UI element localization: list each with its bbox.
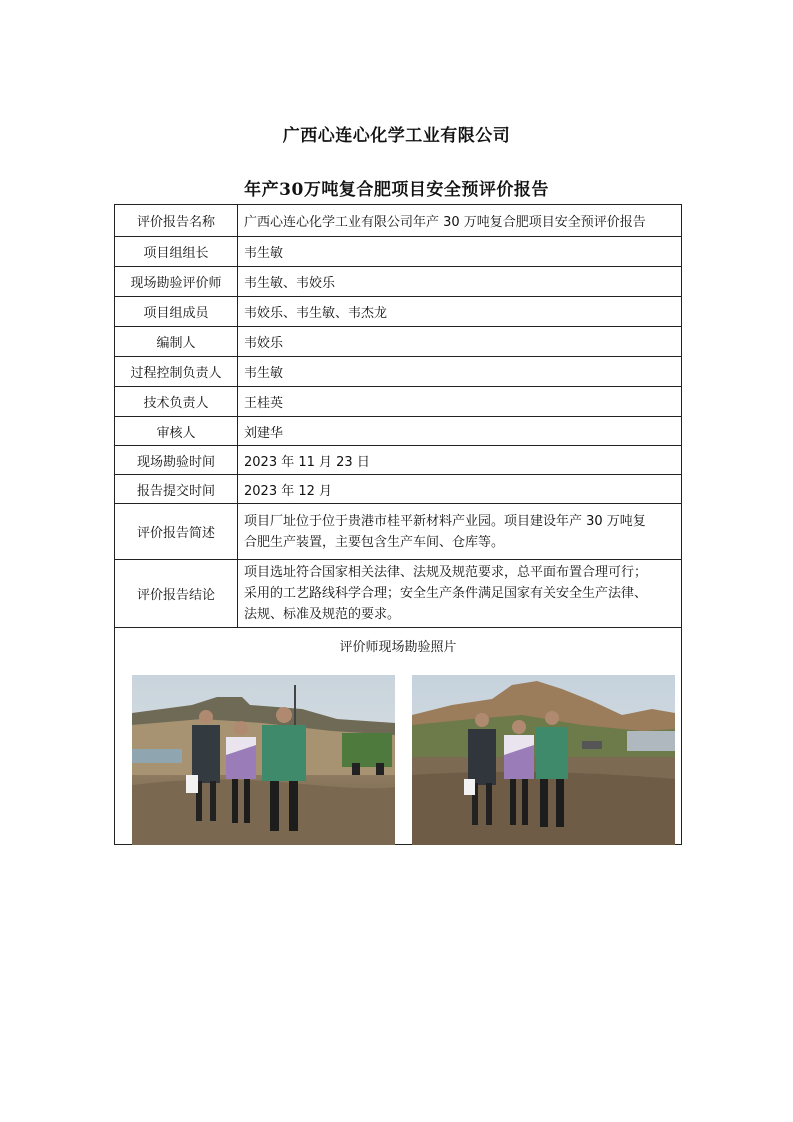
summary-label: 评价报告简述 bbox=[115, 504, 238, 560]
report-info-table bbox=[114, 204, 682, 845]
photo-row bbox=[115, 628, 682, 845]
row-value: 王桂英 bbox=[238, 387, 682, 417]
table-row bbox=[115, 446, 682, 475]
table-row bbox=[115, 357, 682, 387]
conclusion-row bbox=[115, 560, 682, 628]
conclusion-label: 评价报告结论 bbox=[115, 560, 238, 628]
table-row bbox=[115, 237, 682, 267]
row-label: 评价报告名称 bbox=[115, 205, 238, 237]
report-title: 年产30万吨复合肥项目安全预评价报告 bbox=[244, 180, 549, 200]
row-label: 技术负责人 bbox=[115, 387, 238, 417]
conclusion-value bbox=[238, 560, 682, 628]
summary-line: 合肥生产装置，主要包含生产车间、仓库等。 bbox=[244, 534, 505, 550]
conclusion-line: 项目选址符合国家相关法律、法规及规范要求，总平面布置合理可行； bbox=[244, 565, 648, 580]
row-value: 韦生敏、韦姣乐 bbox=[238, 267, 682, 297]
row-value: 2023 年 11 月 23 日 bbox=[238, 446, 682, 475]
table-row bbox=[115, 475, 682, 504]
row-value: 广西心连心化学工业有限公司年产 30 万吨复合肥项目安全预评价报告 bbox=[238, 205, 682, 237]
row-label: 编制人 bbox=[115, 327, 238, 357]
row-label: 项目组组长 bbox=[115, 237, 238, 267]
company-title: 广西心连心化学工业有限公司 bbox=[282, 126, 511, 146]
row-value: 韦生敏 bbox=[238, 357, 682, 387]
row-label: 报告提交时间 bbox=[115, 475, 238, 504]
summary-row bbox=[115, 504, 682, 560]
conclusion-line: 法规、标准及规范的要求。 bbox=[244, 607, 401, 622]
row-value: 韦姣乐 bbox=[238, 327, 682, 357]
site-photo bbox=[412, 675, 675, 845]
row-value: 刘建华 bbox=[238, 417, 682, 446]
table-row bbox=[115, 387, 682, 417]
row-label: 审核人 bbox=[115, 417, 238, 446]
row-value: 韦生敏 bbox=[238, 237, 682, 267]
table-row bbox=[115, 417, 682, 446]
row-value: 2023 年 12 月 bbox=[238, 475, 682, 504]
row-value: 韦姣乐、韦生敏、韦杰龙 bbox=[238, 297, 682, 327]
summary-value bbox=[238, 504, 682, 560]
table-row bbox=[115, 267, 682, 297]
photo-section bbox=[115, 628, 682, 845]
photo-section-title: 评价师现场勘验照片 bbox=[339, 640, 457, 655]
summary-line: 项目厂址位于位于贵港市桂平新材料产业园。项目建设年产 30 万吨复 bbox=[244, 513, 646, 529]
conclusion-line: 采用的工艺路线科学合理；安全生产条件满足国家有关安全生产法律、 bbox=[244, 586, 648, 601]
table-row bbox=[115, 205, 682, 237]
table-row bbox=[115, 297, 682, 327]
row-label: 现场勘验时间 bbox=[115, 446, 238, 475]
table-row bbox=[115, 327, 682, 357]
row-label: 现场勘验评价师 bbox=[115, 267, 238, 297]
row-label: 过程控制负责人 bbox=[115, 357, 238, 387]
site-photo bbox=[132, 675, 395, 845]
row-label: 项目组成员 bbox=[115, 297, 238, 327]
